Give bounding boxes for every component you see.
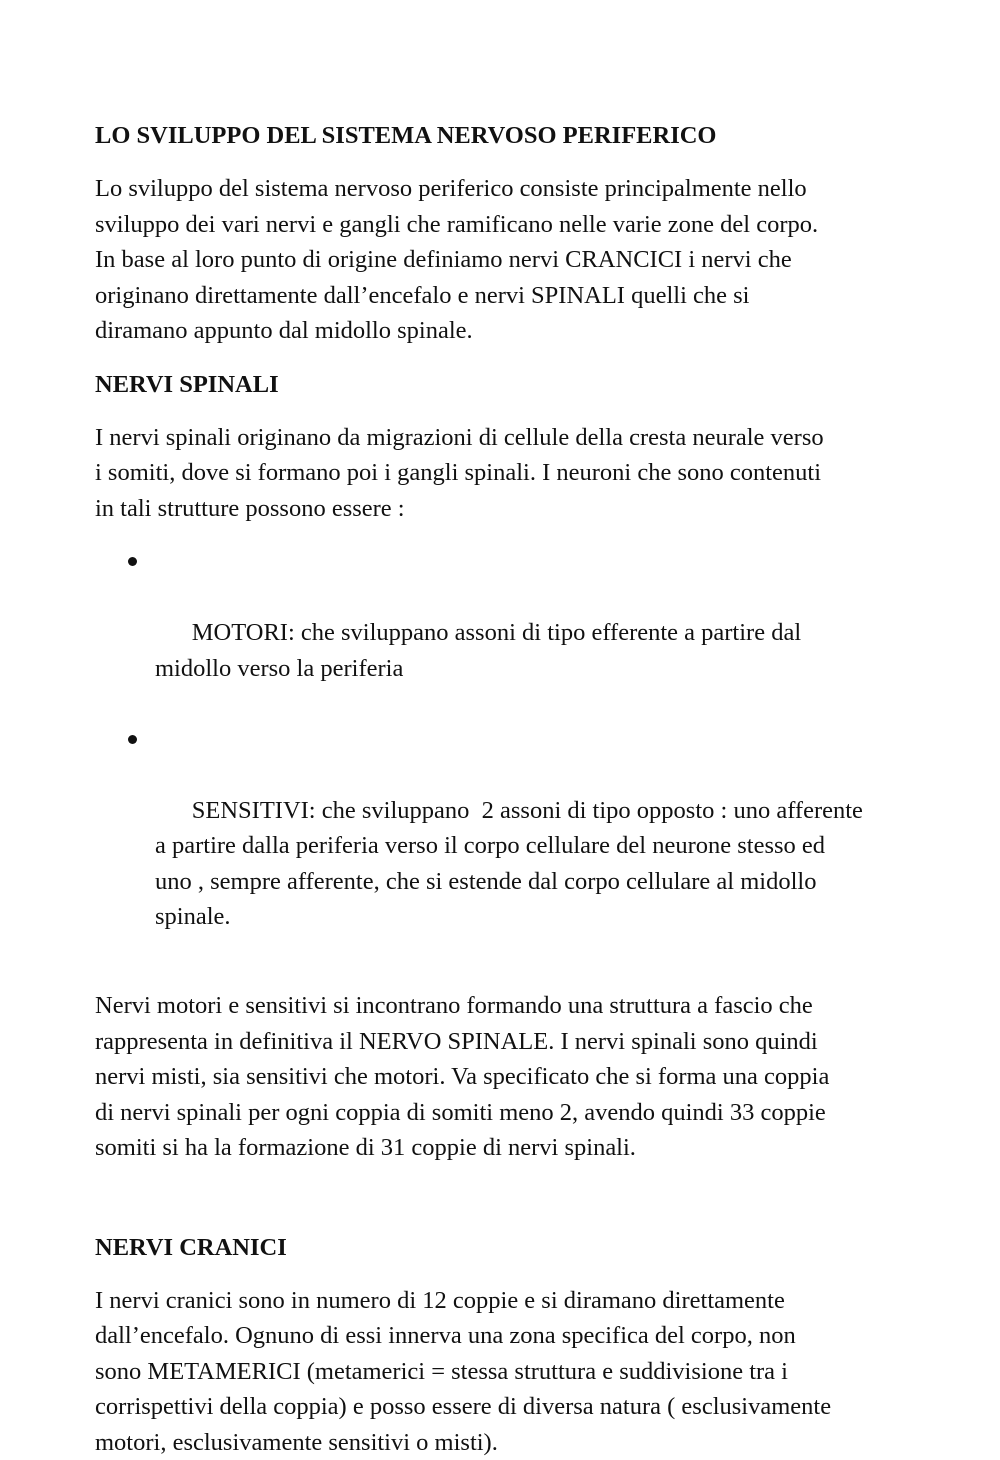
- list-item-text: MOTORI: che sviluppano assoni di tipo efferente a partire dal midollo verso la periferia: [155, 619, 801, 682]
- list-item-motori: [95, 544, 915, 722]
- section-heading-spinali: NERVI SPINALI: [95, 367, 915, 403]
- list-item-text: SENSITIVI: che sviluppano 2 assoni di tipo opposto : uno afferente a partire dalla periferia verso il corpo cellulare del neurone stesso ed uno , sempre afferente, che si estende dal corpo cellulare al midollo spinale.: [155, 797, 863, 931]
- bullet-icon: [128, 557, 137, 566]
- spinali-paragraph-2: Nervi motori e sensitivi si incontrano formando una struttura a fascio che rappresenta in definitiva il NERVO SPINALE. I nervi spinali sono quindi nervi misti, sia sensitivi che motori. Va specificato che si forma una coppia di nervi spinali per ogni coppia di somiti meno 2, avendo quindi 33 coppie somiti si ha la formazione di 31 coppie di nervi spinali.: [95, 988, 915, 1166]
- cranici-paragraph-1: I nervi cranici sono in numero di 12 coppie e si diramano direttamente dall’encefalo. Ognuno di essi innerva una zona specifica del corpo, non sono METAMERICI (metamerici = stessa struttura e suddivisione tra i corrispettivi della coppia) e posso essere di diversa natura ( esclusivamente motori, esclusivamente sensitivi o misti).: [95, 1283, 915, 1460]
- document-page: [95, 118, 915, 1460]
- document-title: LO SVILUPPO DEL SISTEMA NERVOSO PERIFERICO: [95, 118, 915, 154]
- intro-paragraph: Lo sviluppo del sistema nervoso periferico consiste principalmente nello sviluppo dei vari nervi e gangli che ramificano nelle varie zone del corpo. In base al loro punto di origine definiamo nervi CRANCICI i nervi che originano direttamente dall’encefalo e nervi SPINALI quelli che si diramano appunto dal midollo spinale.: [95, 171, 915, 349]
- section-heading-cranici: NERVI CRANICI: [95, 1230, 915, 1266]
- spinali-paragraph-1: I nervi spinali originano da migrazioni di cellule della cresta neurale verso i somiti, dove si formano poi i gangli spinali. I neuroni che sono contenuti in tali strutture possono essere :: [95, 420, 915, 527]
- neuron-types-list: [95, 544, 915, 970]
- list-item-sensitivi: [95, 722, 915, 971]
- bullet-icon: [128, 735, 137, 744]
